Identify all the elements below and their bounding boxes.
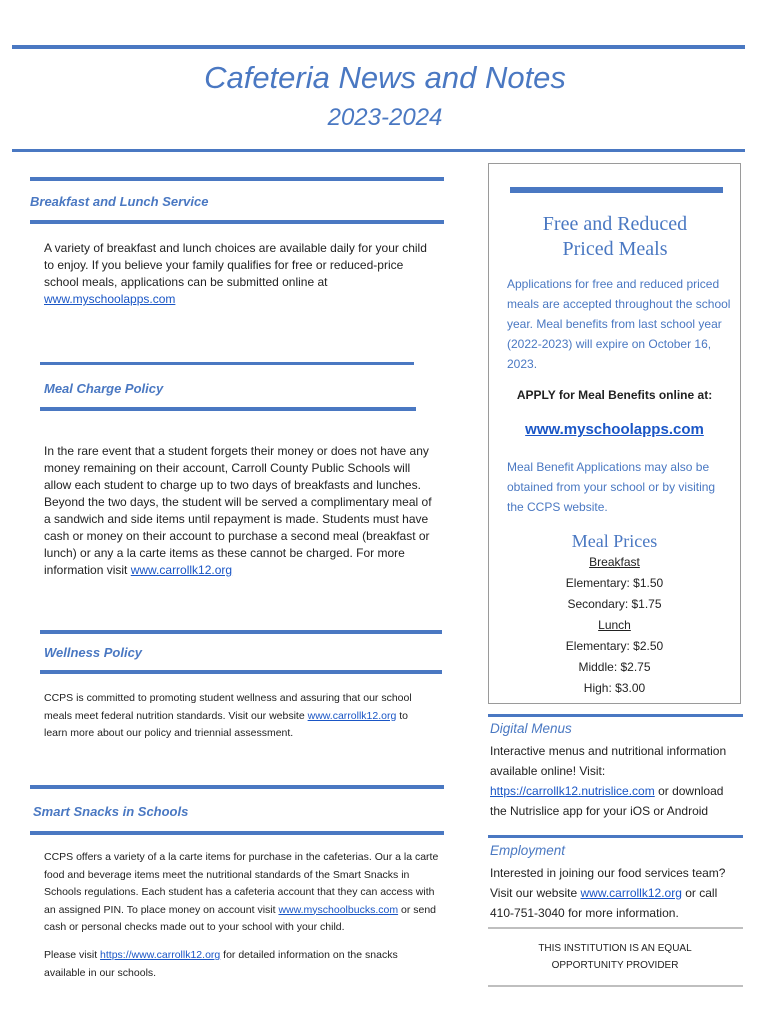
wellness-link[interactable]: www.carrollk12.org <box>307 709 397 722</box>
digital-menus-text <box>490 741 742 821</box>
price-elementary-lunch: Elementary: $2.50 <box>565 639 664 653</box>
snacks-bottom-rule <box>30 831 444 835</box>
wellness-paragraph: CCPS is committed to promoting student wellness and assuring that our school meals meet federal nutrition standards. Visit our website <box>44 692 412 722</box>
meal-prices-heading: Meal Prices <box>571 531 658 551</box>
breakfast-heading: Breakfast and Lunch Service <box>30 194 209 209</box>
snacks-link-2[interactable]: https://www.carrollk12.org <box>100 949 221 961</box>
breakfast-paragraph: A variety of breakfast and lunch choices are available daily for your child to enjoy. If you believe your family qualifies for free or reduced-price school meals, applications can be submitted online at <box>44 241 427 289</box>
free-reduced-text: Applications for free and reduced priced meals are accepted throughout the school year. Meal benefits from last school year (2022-2023) will expire on October 16, 2023. <box>507 277 731 371</box>
employment-paragraph-end: or call 410-751-3040 for more information. <box>490 886 718 920</box>
snacks-top-rule <box>30 785 444 789</box>
price-elementary-breakfast: Elementary: $1.50 <box>565 576 664 590</box>
snacks-paragraph-2: Please visit <box>44 949 98 961</box>
page-title: Cafeteria News and Notes <box>204 60 566 95</box>
page-year: 2023-2024 <box>327 104 443 131</box>
digital-menus-paragraph: Interactive menus and nutritional information available online! Visit: <box>490 744 727 778</box>
breakfast-prices <box>488 552 741 699</box>
snacks-paragraph-1-end: or send cash or personal checks made out to your school with your child. <box>44 903 437 933</box>
free-reduced-also-text: Meal Benefit Applications may also be obtained from your school or by visiting the CCPS website. <box>507 460 716 514</box>
apply-link-wrap <box>488 421 741 438</box>
digital-menus-heading: Digital Menus <box>490 721 572 736</box>
breakfast-bottom-rule <box>30 220 444 224</box>
wellness-text <box>44 690 429 743</box>
apply-link[interactable]: www.myschoolapps.com <box>525 421 704 438</box>
snacks-link-1[interactable]: www.myschoolbucks.com <box>278 903 399 916</box>
nutrislice-link[interactable]: https://carrollk12.nutrislice.com <box>490 784 655 798</box>
breakfast-text <box>44 240 439 308</box>
header-top-rule <box>12 45 745 49</box>
price-secondary-breakfast: Secondary: $1.75 <box>567 597 662 611</box>
lunch-label: Lunch <box>598 618 631 632</box>
header-bottom-rule <box>12 149 745 152</box>
wellness-heading: Wellness Policy <box>44 645 143 660</box>
employment-text <box>490 863 742 923</box>
snacks-heading: Smart Snacks in Schools <box>33 804 189 819</box>
employment-link[interactable]: www.carrollk12.org <box>580 886 682 900</box>
digital-menus-top-rule <box>488 714 743 717</box>
free-reduced-heading: Free and Reduced Priced Meals <box>542 213 688 260</box>
meal-charge-bottom-rule <box>40 407 416 411</box>
digital-menus-paragraph-end: or download the Nutrislice app for your iOS or Android <box>490 784 724 818</box>
equal-opportunity-top-rule <box>488 927 743 929</box>
meal-charge-paragraph: In the rare event that a student forgets their money or does not have any money remaining on their account, Carroll County Public Schools will allow each student to charge up to two days of breakfasts and lunches. Beyond the two days, the student will be served a complimentary meal of a sandwich and side items until repayment is made. Students must have cash or money on their account to purchase a second meal (breakfast or lunch) or any a la carte items as these cannot be charged. For more information visit <box>44 444 432 577</box>
meal-charge-link[interactable]: www.carrollk12.org <box>130 563 233 577</box>
employment-paragraph: Interested in joining our food services team? Visit our website <box>490 866 726 900</box>
breakfast-label: Breakfast <box>589 555 640 569</box>
snacks-text-2 <box>44 947 419 982</box>
free-reduced-top-rule <box>510 187 723 193</box>
snacks-text-1 <box>44 849 439 937</box>
employment-top-rule <box>488 835 743 838</box>
wellness-paragraph-end: to learn more about our policy and triennial assessment. <box>44 709 408 739</box>
price-middle-lunch: Middle: $2.75 <box>578 660 651 674</box>
breakfast-link[interactable]: www.myschoolapps.com <box>44 292 176 306</box>
equal-opportunity-text: THIS INSTITUTION IS AN EQUAL OPPORTUNITY PROVIDER <box>538 943 692 971</box>
equal-opportunity-bottom-rule <box>488 985 743 987</box>
apply-text: APPLY for Meal Benefits online at: <box>516 388 713 402</box>
employment-heading: Employment <box>490 843 566 858</box>
snacks-paragraph-2-end: for detailed information on the snacks available in our schools. <box>44 949 398 979</box>
meal-charge-text <box>44 443 434 579</box>
wellness-top-rule <box>40 630 442 634</box>
snacks-paragraph-1: CCPS offers a variety of a la carte items for purchase in the cafeterias. Our a la carte food and beverage items meet the nutritional standards of the Smart Snacks in Schools regulations. Each student has a cafeteria account that they can access with an assigned PIN. To place money on account visit <box>44 851 439 916</box>
price-high-lunch: High: $3.00 <box>583 681 646 695</box>
meal-charge-heading: Meal Charge Policy <box>44 381 164 396</box>
meal-charge-top-rule <box>40 362 414 365</box>
wellness-bottom-rule <box>40 670 442 674</box>
breakfast-top-rule <box>30 177 444 181</box>
